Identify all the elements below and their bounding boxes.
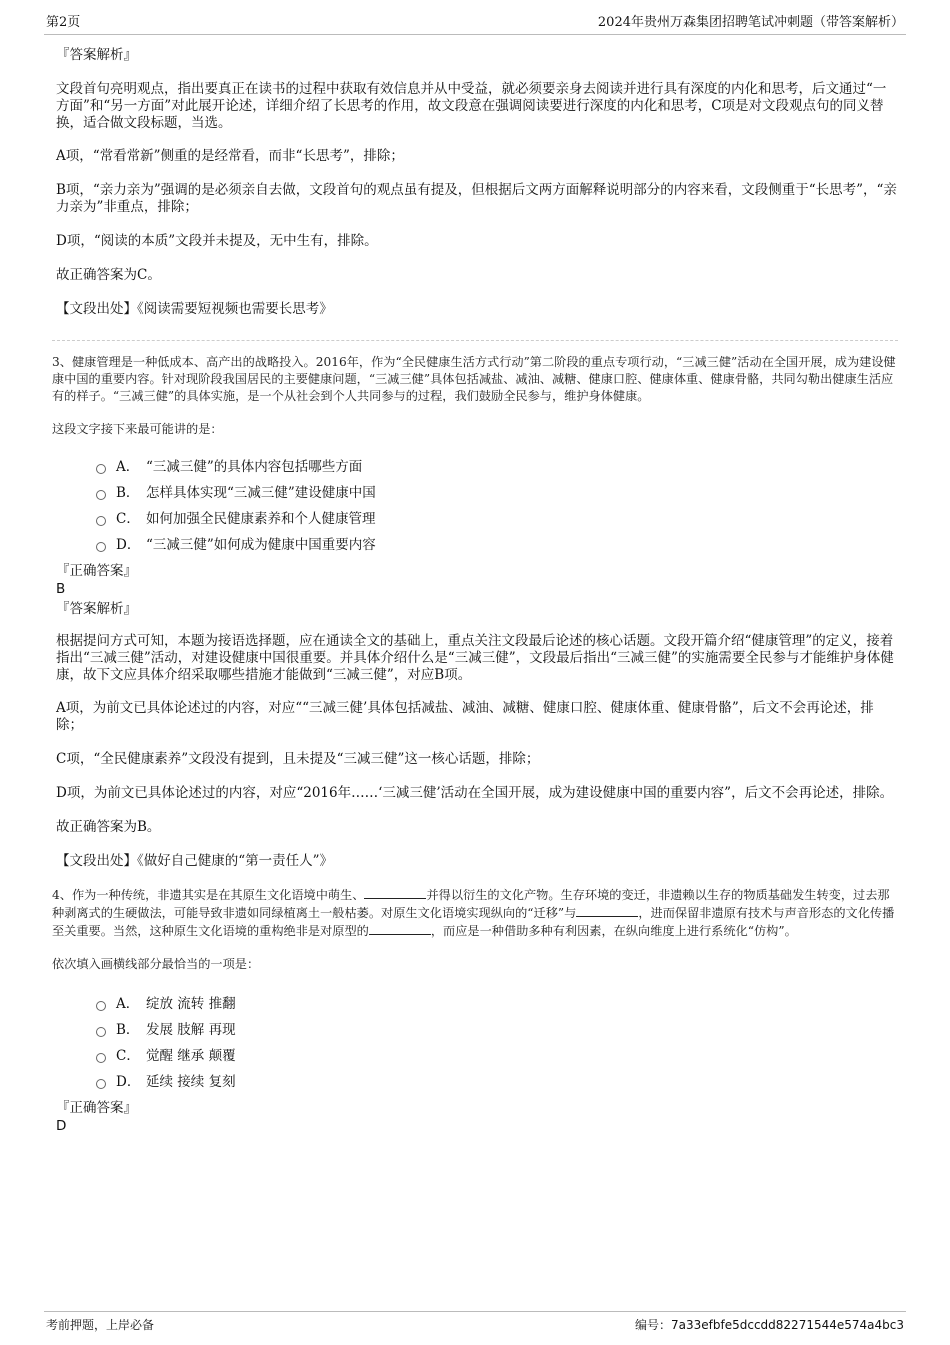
q3-question: 这段文字接下来最可能讲的是： bbox=[52, 422, 223, 436]
q3-option-b[interactable]: B． 怎样具体实现“三减三健”建设健康中国 bbox=[96, 484, 898, 502]
page-number: 第2页 bbox=[46, 15, 81, 30]
radio-icon[interactable] bbox=[96, 516, 106, 526]
document-title: 2024年贵州万森集团招聘笔试冲刺题（带答案解析） bbox=[597, 15, 904, 30]
fill-blank-2 bbox=[576, 904, 638, 917]
q3-option-c[interactable]: C． 如何加强全民健康素养和个人健康管理 bbox=[96, 510, 898, 528]
q3-conclusion: 故正确答案为B。 bbox=[56, 819, 161, 835]
q4-option-a[interactable]: A． 绽放 流转 推翻 bbox=[96, 995, 898, 1013]
q3-analysis-label: 『答案解析』 bbox=[56, 601, 137, 617]
page-footer bbox=[44, 1311, 906, 1334]
q3-options bbox=[56, 458, 898, 554]
q3-analysis-option-a: A项，为前文已具体论述过的内容，对应““三减三健’具体包括减盐、减油、减糖、健康口腔、健康体重、健康骨骼”，后文不会再论述，排除； bbox=[56, 700, 874, 733]
q4-option-b[interactable]: B． 发展 肢解 再现 bbox=[96, 1021, 898, 1039]
fill-blank-1 bbox=[364, 886, 426, 899]
q3-stem: 3、健康管理是一种低成本、高产出的战略投入。2016年，作为“全民健康生活方式行动”第二阶段的重点专项行动，“三减三健”活动在全国开展，成为建设健康中国的重要内容。针对现阶段我国居民的主要健康问题，“三减三健”具体包括减盐、减油、减糖、健康口腔、健康体重、健康骨骼，共同勾勒出健康生活应有的样子。“三减三健”的具体实施，是一个从社会到个人共同参与的过程，我们鼓励全民参与，维护身体健康。 bbox=[52, 355, 896, 403]
page-header bbox=[44, 12, 906, 35]
divider bbox=[52, 340, 898, 341]
footer-code: 编号：7a33efbfe5dccdd82271544e574a4bc3 bbox=[635, 1318, 904, 1332]
q3-source: 【文段出处】《做好自己健康的“第一责任人”》 bbox=[56, 853, 334, 869]
q3-analysis-option-c: C项，“全民健康素养”文段没有提到，且未提及“三减三健”这一核心话题，排除； bbox=[56, 751, 540, 767]
q3-analysis-paragraph: 根据提问方式可知，本题为接语选择题，应在通读全文的基础上，重点关注文段最后论述的核心话题。文段开篇介绍“健康管理”的定义，接着指出“三减三健”活动，对建设健康中国很重要。并具体介绍什么是“三减三健”，文段最后指出“三减三健”的实施需要全民参与才能维护身体健康，故下文应具体介绍采取哪些措施才能做到“三减三健”，对应B项。 bbox=[56, 633, 894, 683]
q4-option-d[interactable]: D． 延续 接续 复刻 bbox=[96, 1073, 898, 1091]
radio-icon[interactable] bbox=[96, 1053, 106, 1063]
radio-icon[interactable] bbox=[96, 464, 106, 474]
q3-answer: B bbox=[56, 581, 66, 597]
q3-option-a[interactable]: A． “三减三健”的具体内容包括哪些方面 bbox=[96, 458, 898, 476]
q3-option-d[interactable]: D． “三减三健”如何成为健康中国重要内容 bbox=[96, 536, 898, 554]
q4-options bbox=[56, 995, 898, 1091]
q4-stem: 4、作为一种传统，非遗其实是在其原生文化语境中萌生、 并得以衍生的文化产物。生存环境的变迁，非遗赖以生存的物质基础发生转变，过去那种剥离式的生硬做法，可能导致非遗如同绿植离土一般枯萎。对原生文化语境实现纵向的“迁移”与 ，进而保留非遗原有技术与声音形态的文化传播至关重要。当然，这种原生文化语境的重构绝非是对原型的 ，而应是一种借助多种有利因素，在纵向维度上进行系统化“仿构”。 bbox=[52, 888, 895, 938]
q2-analysis-option-a: A项，“常看常新”侧重的是经常看，而非“长思考”，排除； bbox=[56, 148, 404, 164]
q3-analysis-option-d: D项，为前文已具体论述过的内容，对应“2016年……‘三减三健’活动在全国开展，成为建设健康中国的重要内容”，后文不会再论述，排除。 bbox=[56, 785, 894, 801]
radio-icon[interactable] bbox=[96, 1079, 106, 1089]
radio-icon[interactable] bbox=[96, 490, 106, 500]
q4-answer-label: 『正确答案』 bbox=[56, 1100, 137, 1116]
radio-icon[interactable] bbox=[96, 1027, 106, 1037]
q4-answer: D bbox=[56, 1118, 67, 1134]
q4-question: 依次填入画横线部分最恰当的一项是： bbox=[52, 957, 260, 971]
document-body bbox=[52, 44, 898, 1135]
q2-source: 【文段出处】《阅读需要短视频也需要长思考》 bbox=[56, 301, 333, 317]
radio-icon[interactable] bbox=[96, 1001, 106, 1011]
footer-slogan: 考前押题，上岸必备 bbox=[46, 1318, 155, 1332]
q3-answer-label: 『正确答案』 bbox=[56, 563, 137, 579]
q2-conclusion: 故正确答案为C。 bbox=[56, 267, 161, 283]
q2-analysis-option-d: D项，“阅读的本质”文段并未提及，无中生有，排除。 bbox=[56, 233, 378, 249]
q2-analysis-label: 『答案解析』 bbox=[56, 47, 137, 63]
q2-analysis-option-b: B项，“亲力亲为”强调的是必须亲自去做，文段首句的观点虽有提及，但根据后文两方面解释说明部分的内容来看，文段侧重于“长思考”，“亲力亲为”非重点，排除； bbox=[56, 182, 897, 215]
fill-blank-3 bbox=[369, 922, 431, 935]
q4-option-c[interactable]: C． 觉醒 继承 颠覆 bbox=[96, 1047, 898, 1065]
q2-analysis-paragraph: 文段首句亮明观点，指出要真正在读书的过程中获取有效信息并从中受益，就必须要亲身去阅读并进行具有深度的内化和思考，后文通过“一方面”和“另一方面”对此展开论述，详细介绍了长思考的作用，故文段意在强调阅读要进行深度的内化和思考，C项是对文段观点句的同义替换，适合做文段标题，当选。 bbox=[56, 81, 887, 131]
radio-icon[interactable] bbox=[96, 542, 106, 552]
